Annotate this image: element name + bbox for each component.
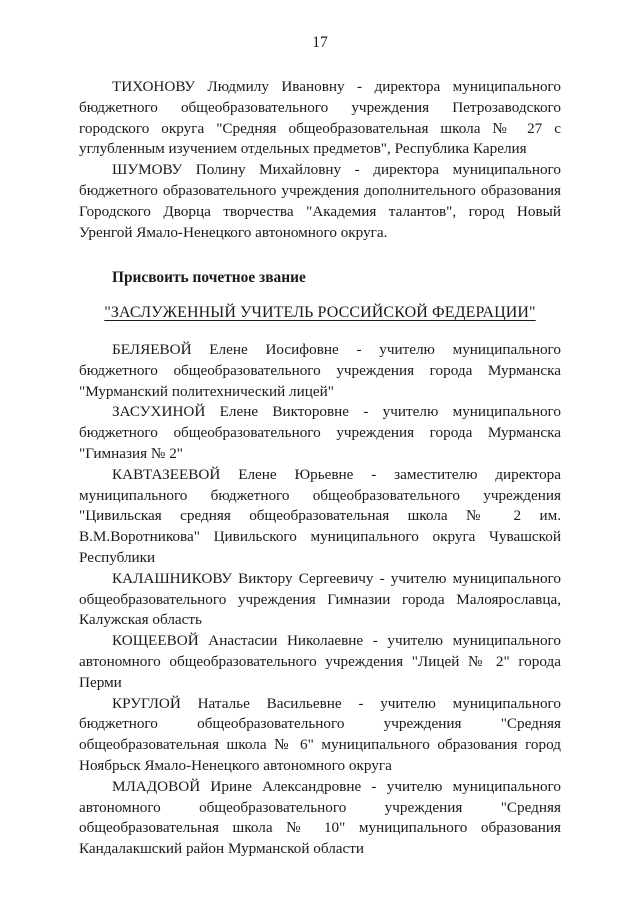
award-entry-mladova: МЛАДОВОЙ Ирине Александровне - учителю муниципального автономного общеобразовательного учреждения "Средняя общеобразовательная школа № 10" муниципального образования Кандалакшский район Мурманской области (79, 777, 561, 858)
document-body (79, 77, 561, 860)
award-entry-kalashnikov: КАЛАШНИКОВУ Виктору Сергеевичу - учителю муниципального общеобразовательного учреждения Гимназии города Малоярославца, Калужская область (79, 569, 561, 629)
award-entry-koshcheeva: КОЩЕЕВОЙ Анастасии Николаевне - учителю муниципального автономного общеобразовательного учреждения "Лицей № 2" города Перми (79, 632, 561, 691)
award-entry-belyaeva: БЕЛЯЕВОЙ Елене Иосифовне - учителю муниципального бюджетного общеобразовательного учреждения города Мурманска "Мурманский политехнический лицей" (79, 340, 561, 400)
award-entry-zasukhina: ЗАСУХИНОЙ Елене Викторовне - учителю муниципального бюджетного общеобразовательного учреждения города Мурманска "Гимназия № 2" (79, 403, 561, 462)
award-entry-tikhonova: ТИХОНОВУ Людмилу Ивановну - директора муниципального бюджетного общеобразовательного учреждения Петрозаводского городского округа "Средняя общеобразовательная школа № 27 с углубленным изучением отдельных предметов", Республика Карелия (79, 78, 561, 158)
spacer (79, 324, 561, 340)
page-number: 17 (312, 34, 328, 51)
spacer (79, 289, 561, 303)
honorary-title: "ЗАСЛУЖЕННЫЙ УЧИТЕЛЬ РОССИЙСКОЙ ФЕДЕРАЦИИ" (104, 304, 536, 322)
award-entry-kavtazeeva: КАВТАЗЕЕВОЙ Елене Юрьевне - заместителю директора муниципального бюджетного общеобразовательного учреждения "Цивильская средняя общеобразовательная школа № 2 им. В.М.Воротникова" Цивильского муниципального округа Чувашской Республики (79, 465, 561, 566)
award-entry-shumova: ШУМОВУ Полину Михайловну - директора муниципального бюджетного образовательного учреждения дополнительного образования Городского Дворца творчества "Академия талантов", город Новый Уренгой Ямало-Ненецкого автономного округа. (79, 161, 561, 241)
spacer (79, 243, 561, 268)
section-heading: Присвоить почетное звание (112, 269, 306, 287)
award-entry-kruglaya: КРУГЛОЙ Наталье Васильевне - учителю муниципального бюджетного общеобразовательного учреждения "Средняя общеобразовательная школа № 6" муниципального образования город Ноябрьск Ямало-Ненецкого автономного округа (79, 694, 561, 774)
